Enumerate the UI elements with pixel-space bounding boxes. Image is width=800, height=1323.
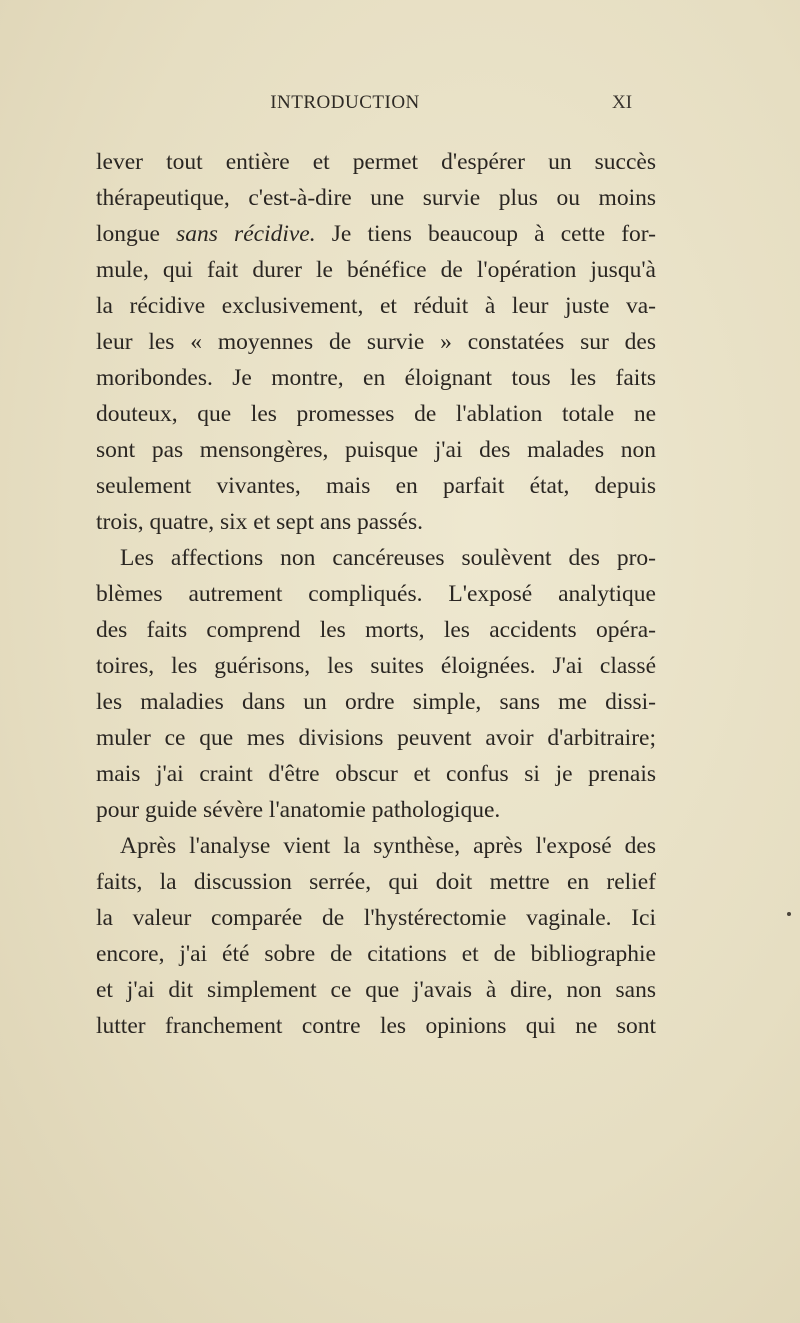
text-line: Les affections non cancéreuses soulèvent des pro- (120, 545, 656, 571)
text-span: longue (96, 221, 177, 247)
text-line: lutter franchement contre les opinions qui ne sont (96, 1013, 656, 1039)
text-line: trois, quatre, six et sept ans passés. (96, 509, 423, 535)
page-number: XI (612, 92, 633, 113)
text-line: leur les « moyennes de survie » constatées sur des (96, 329, 656, 355)
text-line: seulement vivantes, mais en parfait état, depuis (96, 473, 656, 499)
text-line: toires, les guérisons, les suites éloignées. J'ai classé (96, 653, 656, 679)
text-line: thérapeutique, c'est-à-dire une survie plus ou moins (96, 185, 656, 211)
text-line: encore, j'ai été sobre de citations et de bibliographie (96, 941, 656, 967)
paper-speck (787, 912, 791, 916)
text-line: lever tout entière et permet d'espérer un succès (96, 149, 656, 175)
text-line: les maladies dans un ordre simple, sans me dissi- (96, 689, 656, 715)
text-line: moribondes. Je montre, en éloignant tous les faits (96, 365, 656, 391)
text-line: et j'ai dit simplement ce que j'avais à dire, non sans (96, 977, 656, 1003)
text-line: faits, la discussion serrée, qui doit mettre en relief (96, 869, 656, 895)
text-span: Je tiens beaucoup à cette for- (315, 221, 656, 247)
text-line: blèmes autrement compliqués. L'exposé analytique (96, 581, 656, 607)
text-line: mule, qui fait durer le bénéfice de l'opération jusqu'à (96, 257, 656, 283)
text-line: muler ce que mes divisions peuvent avoir d'arbitraire; (96, 725, 656, 751)
text-line: la récidive exclusivement, et réduit à leur juste va- (96, 293, 656, 319)
text-line: douteux, que les promesses de l'ablation totale ne (96, 401, 656, 427)
text-line: Après l'analyse vient la synthèse, après l'exposé des (120, 833, 656, 859)
text-line: des faits comprend les morts, les accidents opéra- (96, 617, 656, 643)
text-line: la valeur comparée de l'hystérectomie vaginale. Ici (96, 905, 656, 931)
text-line (96, 216, 656, 252)
text-line: sont pas mensongères, puisque j'ai des malades non (96, 437, 656, 463)
text-line: mais j'ai craint d'être obscur et confus si je prenais (96, 761, 656, 787)
running-title: INTRODUCTION (270, 92, 420, 113)
text-line: pour guide sévère l'anatomie pathologique. (96, 797, 501, 823)
italic-emphasis: sans récidive. (176, 221, 316, 247)
